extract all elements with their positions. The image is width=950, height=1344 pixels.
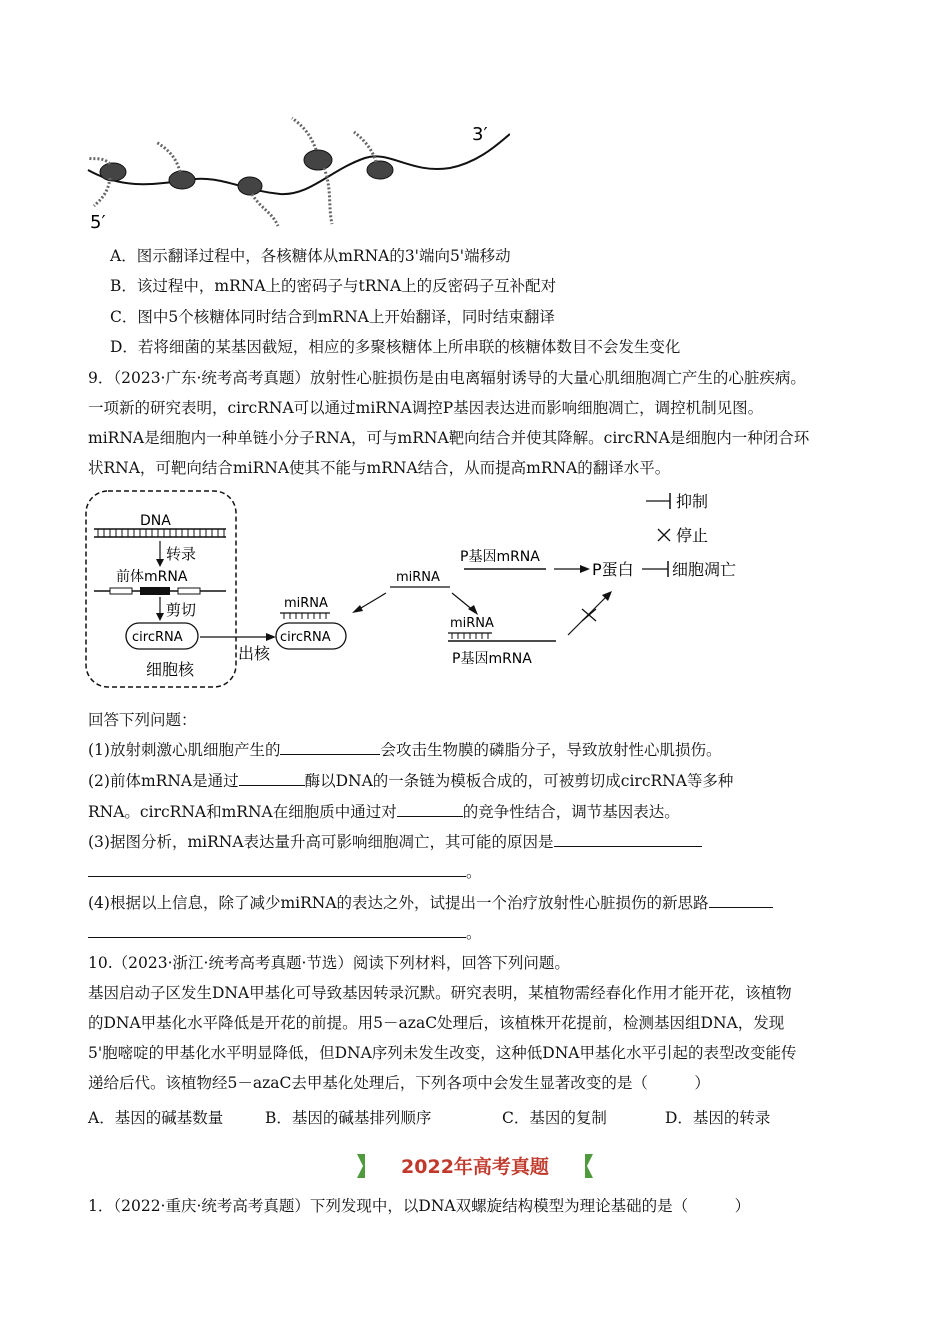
- q1-2022-stem: 1．（2022·重庆·统考高考真题）下列发现中，以DNA双螺旋结构模型为理论基础的是（ ）: [88, 1197, 751, 1215]
- degraded-p-mrna-label: P基因mRNA: [452, 651, 532, 667]
- q10-option-c: C．基因的复制: [502, 1109, 607, 1127]
- q9-part4: (4)根据以上信息，除了减少miRNA的表达之外，试提出一个治疗放射性心脏损伤的新思路: [88, 893, 773, 913]
- apoptosis-label: 细胞凋亡: [672, 560, 737, 579]
- p-mrna-label: P基因mRNA: [460, 549, 540, 565]
- q10-stem-line: 基因启动子区发生DNA甲基化可导致基因转录沉默。研究表明，某植物需经春化作用才能开花，该植物: [88, 984, 792, 1002]
- q9-stem-line: 状RNA，可靶向结合miRNA使其不能与mRNA结合，从而提高mRNA的翻译水平。: [88, 459, 671, 477]
- circrna-label: circRNA: [132, 630, 183, 645]
- banner-right-tab-icon: [585, 1154, 593, 1178]
- q10-option-a: A．基因的碱基数量: [88, 1109, 224, 1127]
- nucleus-label: 细胞核: [146, 660, 195, 679]
- section-banner-title: 2022年高考真题: [401, 1156, 549, 1178]
- legend-inhibit: 抑制: [676, 492, 709, 511]
- q10-option-b: B．基因的碱基排列顺序: [265, 1109, 432, 1127]
- export-label: 出核: [238, 644, 271, 663]
- legend-stop-icon: [658, 529, 670, 541]
- banner-left-tab-icon: [357, 1154, 365, 1178]
- stop-mark-icon: [582, 609, 596, 621]
- answer-blank[interactable]: [280, 740, 380, 755]
- p-protein-label: P蛋白: [592, 560, 634, 579]
- q9-part3-cont: 。: [88, 862, 482, 882]
- bound-mirna-label: miRNA: [284, 596, 328, 611]
- q8-option-b: B．该过程中，mRNA上的密码子与tRNA上的反密码子互补配对: [110, 277, 557, 295]
- cut-label: 剪切: [166, 601, 197, 619]
- q8-option-c: C．图中5个核糖体同时结合到mRNA上开始翻译，同时结束翻译: [110, 308, 555, 326]
- q9-part4-cont: 。: [88, 923, 482, 943]
- q10-stem-line: 10.（2023·浙江·统考高考真题·节选）阅读下列材料，回答下列问题。: [88, 954, 570, 972]
- q10-stem-line: 的DNA甲基化水平降低是开花的前提。用5－azaC处理后，该植株开花提前，检测基因组DNA，发现: [88, 1014, 785, 1032]
- section-banner: [355, 1150, 595, 1182]
- transcribe-label: 转录: [166, 545, 197, 563]
- answer-blank[interactable]: [88, 923, 466, 938]
- five-prime-label: 5′: [90, 212, 106, 233]
- polyribosome-figure: [80, 108, 510, 238]
- three-prime-label: 3′: [472, 124, 488, 145]
- q9-part2-cont: RNA。circRNA和mRNA在细胞质中通过对 的竞争性结合，调节基因表达。: [88, 803, 680, 821]
- q8-option-a: A．图示翻译过程中，各核糖体从mRNA的3'端向5'端移动: [110, 247, 511, 265]
- q9-part1: (1)放射刺激心肌细胞产生的 会攻击生物膜的磷脂分子，导致放射性心肌损伤。: [88, 741, 722, 759]
- answer-blank[interactable]: [397, 802, 463, 817]
- q10-stem-line: 5'胞嘧啶的甲基化水平明显降低，但DNA序列未发生改变，这种低DNA甲基化水平引起的表型改变能传: [88, 1044, 797, 1062]
- answer-blank[interactable]: [554, 832, 702, 847]
- regulation-diagram: [80, 485, 760, 695]
- q9-part3: (3)据图分析，miRNA表达量升高可影响细胞凋亡，其可能的原因是: [88, 832, 702, 852]
- pre-mrna-label: 前体mRNA: [116, 569, 188, 585]
- q10-stem-line: 递给后代。该植物经5－azaC去甲基化处理后，下列各项中会发生显著改变的是（ ）: [88, 1074, 710, 1092]
- answer-blank[interactable]: [88, 862, 466, 877]
- answer-intro: 回答下列问题：: [88, 711, 197, 729]
- mrna-strand: [88, 134, 510, 194]
- cytoplasm-circrna-label: circRNA: [280, 630, 331, 645]
- q9-stem-line: miRNA是细胞内一种单链小分子RNA，可与mRNA靶向结合并使其降解。circRNA是细胞内一种闭合环: [88, 429, 810, 447]
- ribosome: [100, 150, 393, 195]
- legend-stop: 停止: [676, 526, 709, 545]
- q8-option-d: D．若将细菌的某基因截短，相应的多聚核糖体上所串联的核糖体数目不会发生变化: [110, 338, 681, 356]
- q9-part2: (2)前体mRNA是通过 酶以DNA的一条链为模板合成的，可被剪切成circRNA等多种: [88, 772, 734, 790]
- q10-option-d: D．基因的转录: [665, 1109, 771, 1127]
- polypeptide-chain: [88, 118, 376, 226]
- answer-blank[interactable]: [709, 893, 773, 908]
- q9-stem-line: 一项新的研究表明，circRNA可以通过miRNA调控P基因表达进而影响细胞凋亡，调控机制见图。: [88, 399, 764, 417]
- answer-blank[interactable]: [239, 771, 305, 786]
- q9-stem-line: 9．（2023·广东·统考高考真题）放射性心脏损伤是由电离辐射诱导的大量心肌细胞凋亡产生的心脏疾病。: [88, 369, 806, 387]
- dna-label: DNA: [140, 513, 171, 529]
- bound-mirna-p-label: miRNA: [450, 616, 494, 631]
- free-mirna-label: miRNA: [396, 570, 440, 585]
